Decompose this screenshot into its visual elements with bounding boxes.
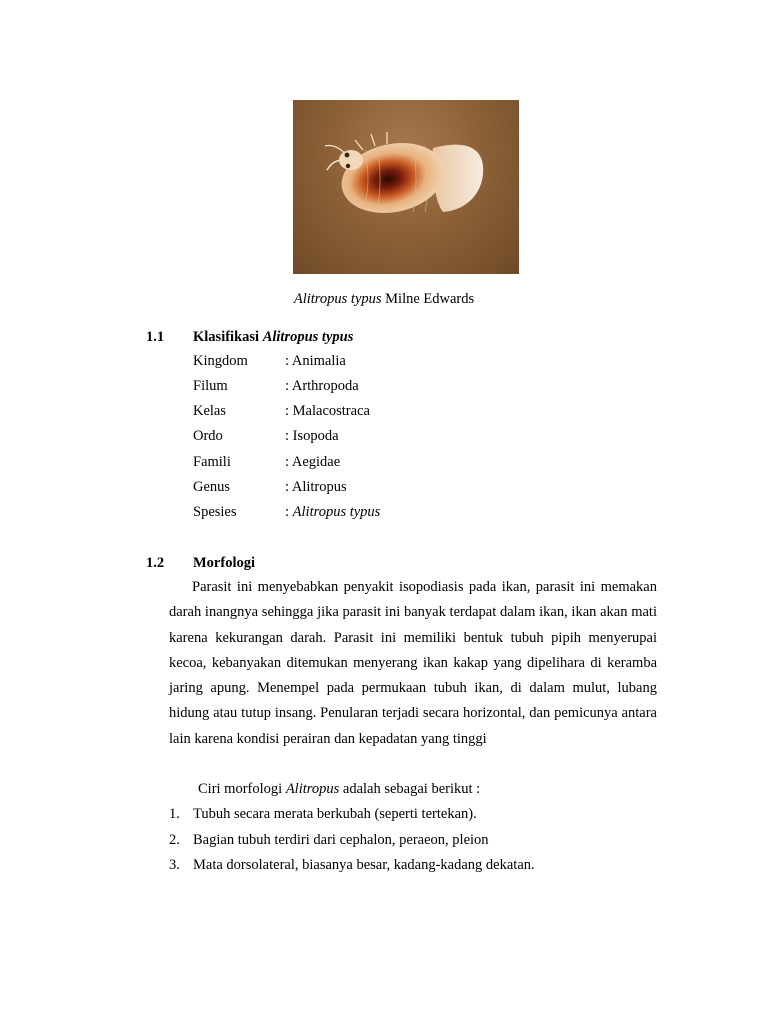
figure-caption — [0, 290, 768, 308]
section-title — [193, 328, 353, 346]
taxonomy-value-species: Alitropus typus — [292, 504, 381, 520]
taxonomy-value — [285, 503, 380, 521]
taxonomy-value: : Animalia — [285, 353, 346, 369]
taxonomy-value: : Aegidae — [285, 454, 341, 470]
taxonomy-value: : Alitropus — [285, 479, 347, 495]
taxonomy-rank: Ordo — [193, 428, 223, 444]
taxonomy-rank: Filum — [193, 378, 228, 394]
intro-text-before: Ciri morfologi — [198, 781, 286, 797]
list-item — [169, 805, 477, 823]
taxonomy-value: : Isopoda — [285, 428, 339, 444]
section-number: 1.2 — [146, 555, 165, 571]
taxonomy-rank: Famili — [193, 454, 231, 470]
morphology-paragraph: Parasit ini menyebabkan penyakit isopodiasis pada ikan, parasit ini memakan darah inangnya sehingga jika parasit ini banyak terdapat dalam ikan, ikan akan mati karena kekurangan darah. Parasit ini memiliki bentuk tubuh pipih menyerupai kecoa, kebanyakan ditemukan menyerang ikan kakap yang dipelihara di keramba jaring apung. Menempel pada permukaan tubuh ikan, di dalam mulut, lubang hidung atau tutup insang. Penularan terjadi secara horizontal, dan pemicunya antara lain karena kondisi perairan dan kepadatan yang tinggi — [169, 579, 657, 747]
section-number: 1.1 — [146, 329, 165, 345]
taxonomy-rank: Kelas — [193, 403, 227, 419]
morphology-intro — [193, 780, 480, 798]
intro-text-after: adalah sebagai berikut : — [339, 781, 481, 797]
section-title-text: Klasifikasi — [193, 329, 263, 345]
taxonomy-value-prefix: : — [285, 504, 293, 520]
list-text: Bagian tubuh terdiri dari cephalon, peraeon, pleion — [193, 832, 489, 848]
taxonomy-rank: Kingdom — [193, 353, 248, 369]
caption-author: Milne Edwards — [381, 291, 475, 307]
list-item — [169, 856, 535, 874]
section-title: Morfologi — [193, 555, 256, 571]
list-text: Mata dorsolateral, biasanya besar, kadang-kadang dekatan. — [193, 857, 535, 873]
list-number: 1. — [169, 806, 180, 822]
taxonomy-value: : Malacostraca — [285, 403, 370, 419]
isopod-illustration — [293, 100, 519, 274]
list-text: Tubuh secara merata berkubah (seperti tertekan). — [193, 806, 477, 822]
list-item — [169, 831, 489, 849]
list-number: 3. — [169, 857, 180, 873]
taxonomy-rank: Genus — [193, 479, 231, 495]
section-title-species: Alitropus typus — [262, 329, 354, 345]
caption-species: Alitropus typus — [293, 291, 382, 307]
intro-genus: Alitropus — [285, 781, 340, 797]
list-number: 2. — [169, 832, 180, 848]
specimen-photo — [293, 100, 519, 274]
taxonomy-rank: Spesies — [193, 504, 237, 520]
taxonomy-value: : Arthropoda — [285, 378, 359, 394]
